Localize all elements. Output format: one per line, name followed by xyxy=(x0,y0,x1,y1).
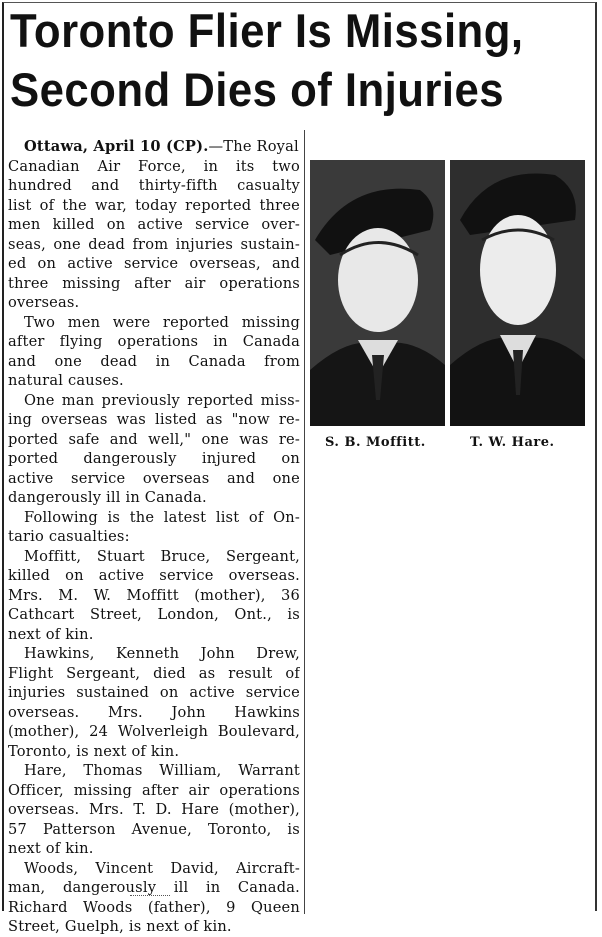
article-line: next of kin. xyxy=(8,625,94,643)
article-line: injuries sustained on active service xyxy=(8,684,300,701)
article-line: Flight Sergeant, died as result of xyxy=(8,664,300,682)
article-line: and one dead in Canada from xyxy=(8,352,300,370)
dateline: Ottawa, April 10 (CP). xyxy=(24,138,209,155)
article-line: tario casualties: xyxy=(8,528,130,545)
article-line: dangerously ill in Canada. xyxy=(8,489,207,506)
article-line: Street, Guelph, is next of kin. xyxy=(8,918,232,935)
article-line: list of the war, today reported three xyxy=(8,196,300,214)
portrait-hare xyxy=(450,160,585,426)
article-line xyxy=(8,137,300,157)
article-line: Woods, Vincent David, Aircraft- xyxy=(24,859,300,877)
article-line: ing overseas was listed as "now re- xyxy=(8,411,300,428)
photo-caption-hare: T. W. Hare. xyxy=(470,435,555,450)
article-line: overseas. Mrs. John Hawkins xyxy=(8,703,300,721)
article-line: One man previously reported miss- xyxy=(24,391,300,409)
article-line: men killed on active service over- xyxy=(8,216,300,233)
article-line: Officer, missing after air operations xyxy=(8,781,300,799)
article-line: three missing after air operations xyxy=(8,274,300,292)
headline-line-1: Toronto Flier Is Missing, xyxy=(10,4,524,57)
article-line: after flying operations in Canada xyxy=(8,333,300,350)
article-line: man, dangerously ill in Canada. xyxy=(8,879,300,896)
article-body xyxy=(8,137,300,937)
article-line: ed on active service overseas, and xyxy=(8,255,300,272)
article-line: Hawkins, Kenneth John Drew, xyxy=(24,645,300,662)
article-line: Two men were reported missing xyxy=(24,313,300,331)
article-line: Cathcart Street, London, Ont., is xyxy=(8,606,300,623)
headline-line-2: Second Dies of Injuries xyxy=(10,63,505,116)
photo-pair xyxy=(310,160,595,426)
article-line: Mrs. M. W. Moffitt (mother), 36 xyxy=(8,586,300,604)
column-rule xyxy=(304,130,305,914)
article-line: Moffitt, Stuart Bruce, Sergeant, xyxy=(24,547,300,565)
article-line: overseas. Mrs. T. D. Hare (mother), xyxy=(8,801,300,818)
article-line: 57 Patterson Avenue, Toronto, is xyxy=(8,820,300,838)
article-line: ported dangerously injured on xyxy=(8,450,300,467)
article-line: natural causes. xyxy=(8,372,124,389)
article-line: seas, one dead from injuries sustain- xyxy=(8,235,300,253)
portrait-moffitt xyxy=(310,160,445,426)
article-line: ported safe and well," one was re- xyxy=(8,430,300,448)
article-line: overseas. xyxy=(8,294,80,311)
article-line: active service overseas and one xyxy=(8,469,300,487)
article-text: —The Royal xyxy=(208,138,299,155)
article-line: hundred and thirty-fifth casualty xyxy=(8,177,300,194)
article-line: Richard Woods (father), 9 Queen xyxy=(8,898,300,916)
article-line: Toronto, is next of kin. xyxy=(8,742,180,760)
article-line: (mother), 24 Wolverleigh Boulevard, xyxy=(8,723,300,740)
photo-caption-moffitt: S. B. Moffitt. xyxy=(325,435,426,450)
article-line: Hare, Thomas William, Warrant xyxy=(24,762,300,779)
article-line: Following is the latest list of On- xyxy=(24,508,300,526)
article-line: Canadian Air Force, in its two xyxy=(8,157,300,175)
article-line: next of kin. xyxy=(8,840,94,857)
article-line: killed on active service overseas. xyxy=(8,567,300,584)
end-rule xyxy=(130,895,170,898)
